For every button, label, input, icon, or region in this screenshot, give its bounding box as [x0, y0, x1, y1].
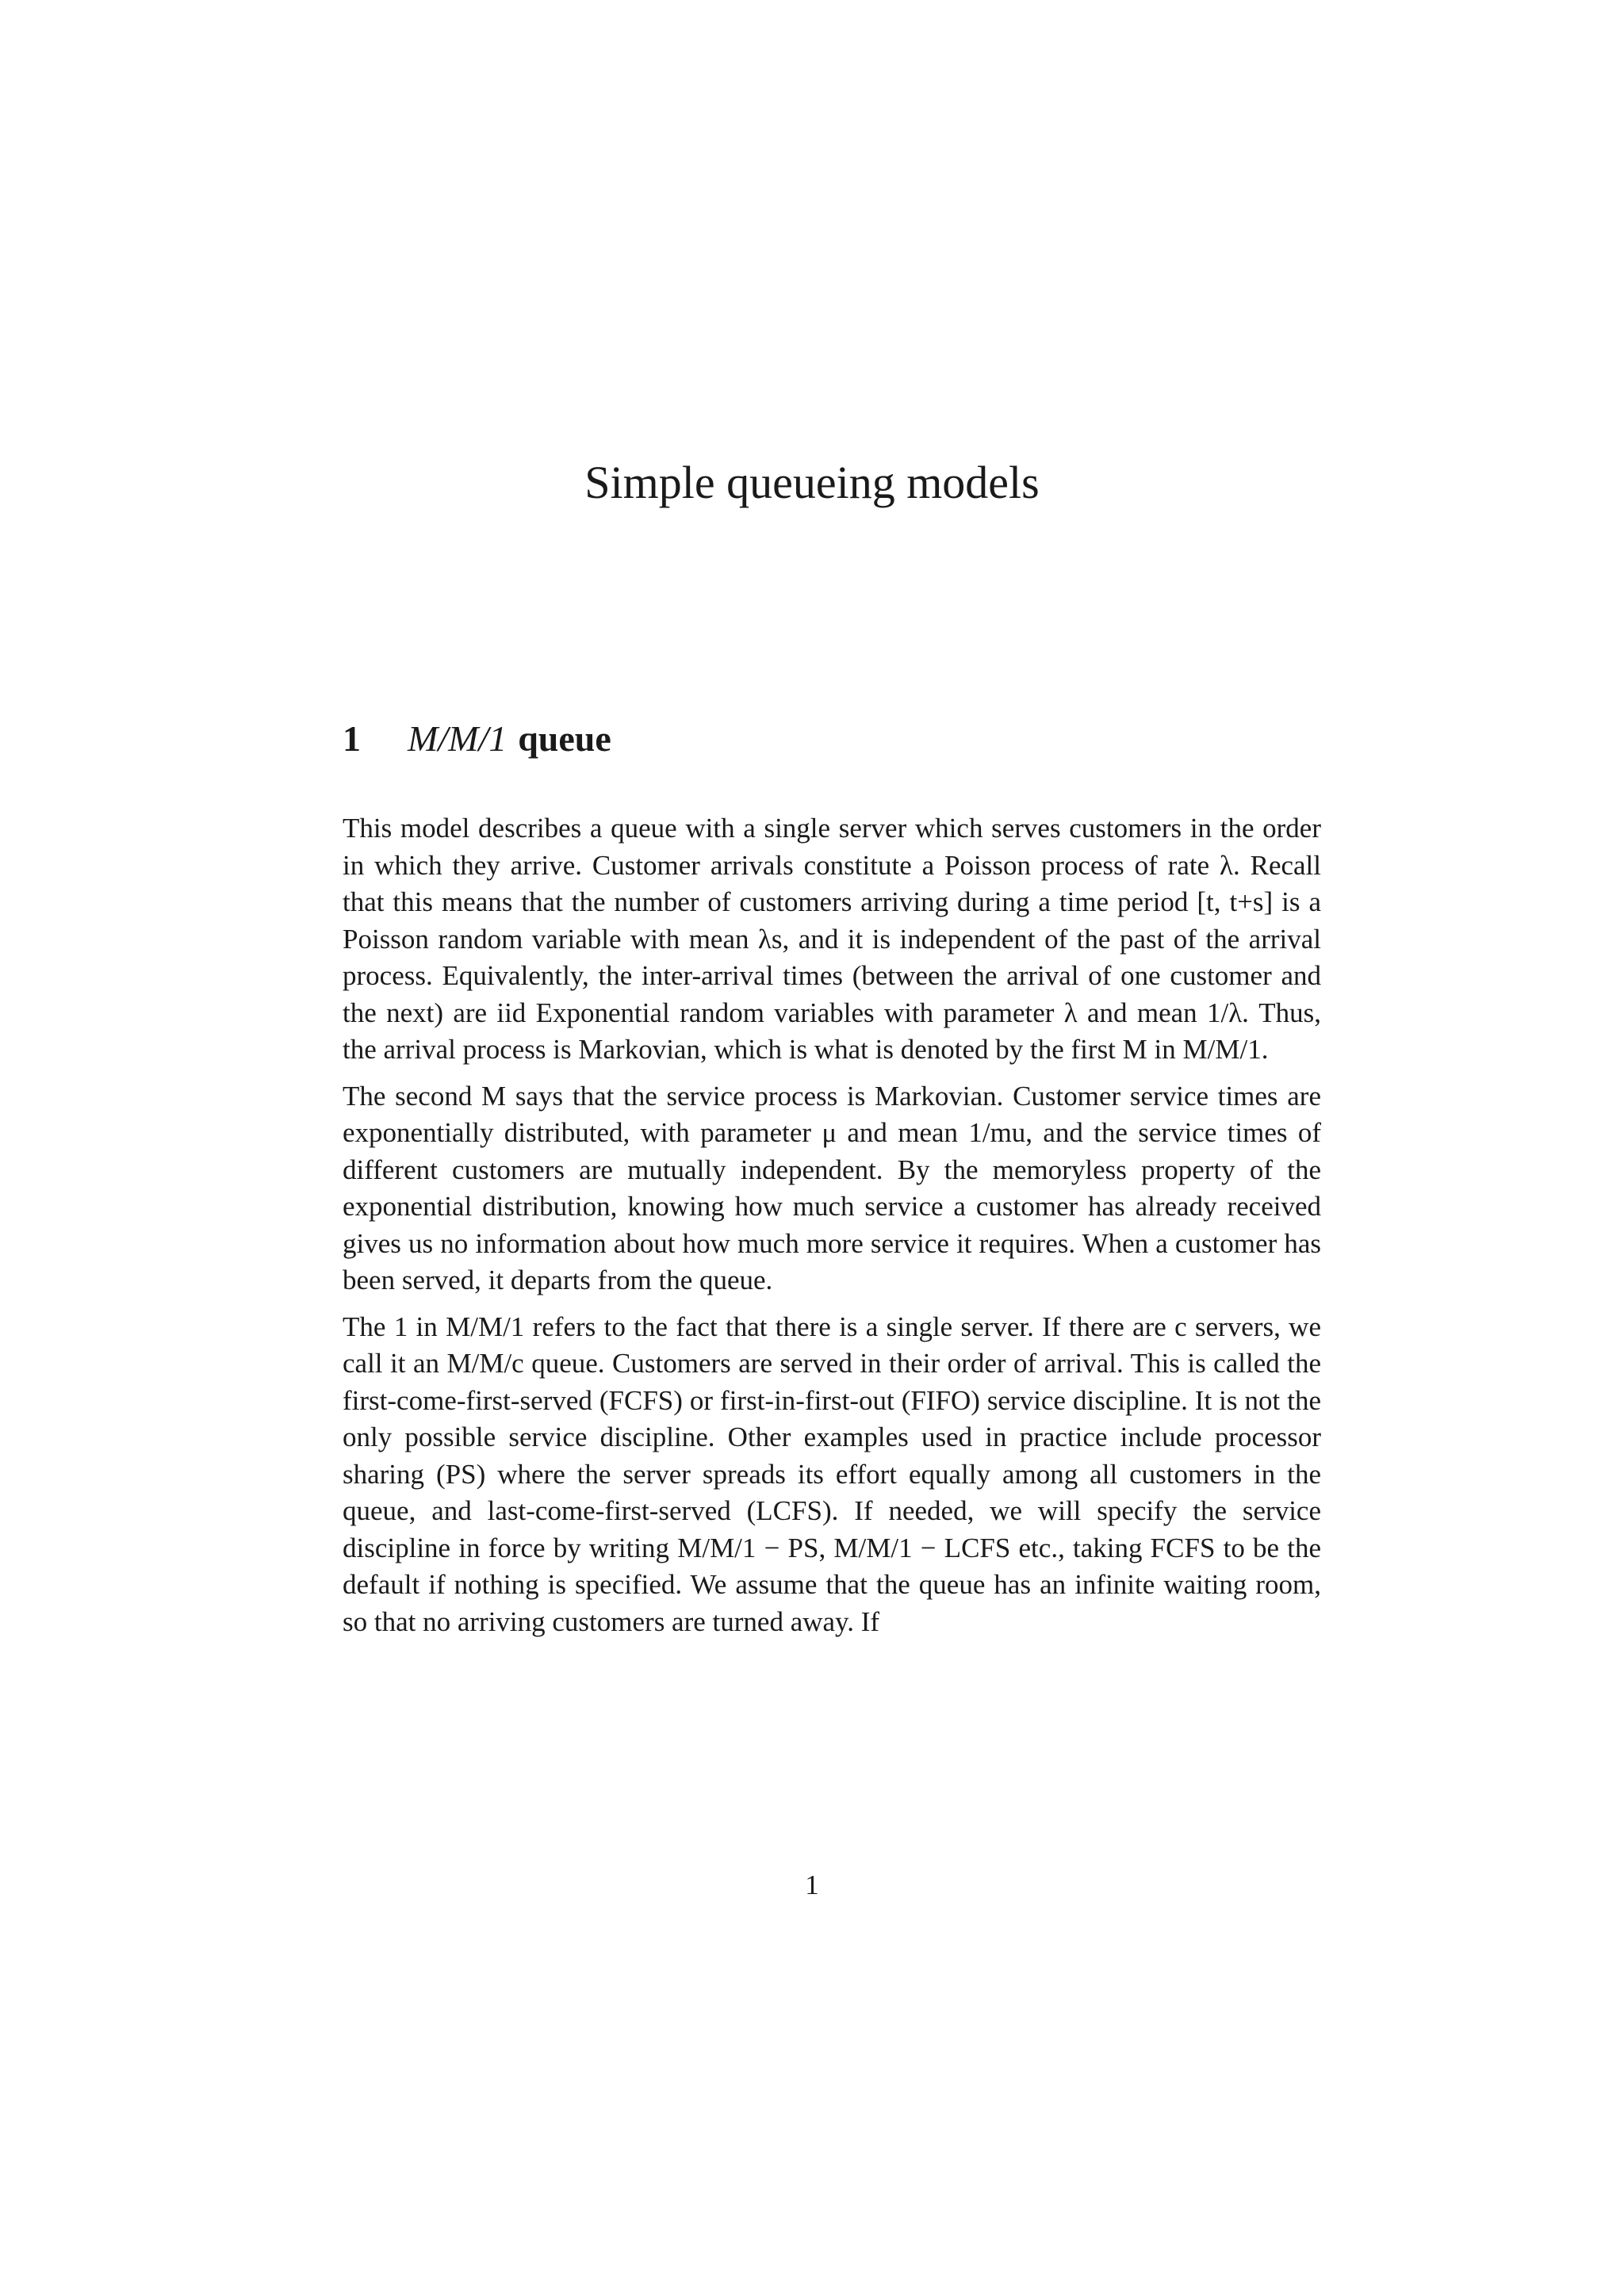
- body-text: [343, 810, 1321, 1650]
- paragraph-2: The second M says that the service process is Markovian. Customer service times are exponentially distributed, with parameter μ and mean 1/mu, and the service times of different customers are mutually independent. By the memoryless property of the exponential distribution, knowing how much service a customer has already received gives us no information about how much more service it requires. When a customer has been served, it departs from the queue.: [343, 1080, 1321, 1295]
- paragraph-1: This model describes a queue with a single server which serves customers in the order in which they arrive. Customer arrivals constitute a Poisson process of rate λ. Recall that this means that the number of customers arriving during a time period [t, t+s] is a Poisson random variable with mean λs, and it is independent of the past of the arrival process. Equivalently, the inter-arrival times (between the arrival of one customer and the next) are iid Exponential random variables with parameter λ and mean 1/λ. Thus, the arrival process is Markovian, which is what is denoted by the first M in M/M/1.: [343, 813, 1321, 1065]
- section-math-title: M/M/1: [408, 718, 508, 759]
- document-title: Simple queueing models: [584, 457, 1040, 508]
- section-title-word: queue: [518, 718, 611, 759]
- page-number: 1: [805, 1869, 819, 1900]
- paragraph-3: The 1 in M/M/1 refers to the fact that there is a single server. If there are c servers, we call it an M/M/c queue. Customers are served in their order of arrival. This is called the first-come-first-served (FCFS) or first-in-first-out (FIFO) service discipline. It is not the only possible service discipline. Other examples used in practice include processor sharing (PS) where the server spreads its effort equally among all customers in the queue, and last-come-first-served (LCFS). If needed, we will specify the service discipline in force by writing M/M/1 − PS, M/M/1 − LCFS etc., taking FCFS to be the default if nothing is specified. We assume that the queue has an infinite waiting room, so that no arriving customers are turned away. If: [343, 1311, 1321, 1637]
- section-heading: [343, 718, 611, 760]
- section-number: 1: [343, 718, 361, 759]
